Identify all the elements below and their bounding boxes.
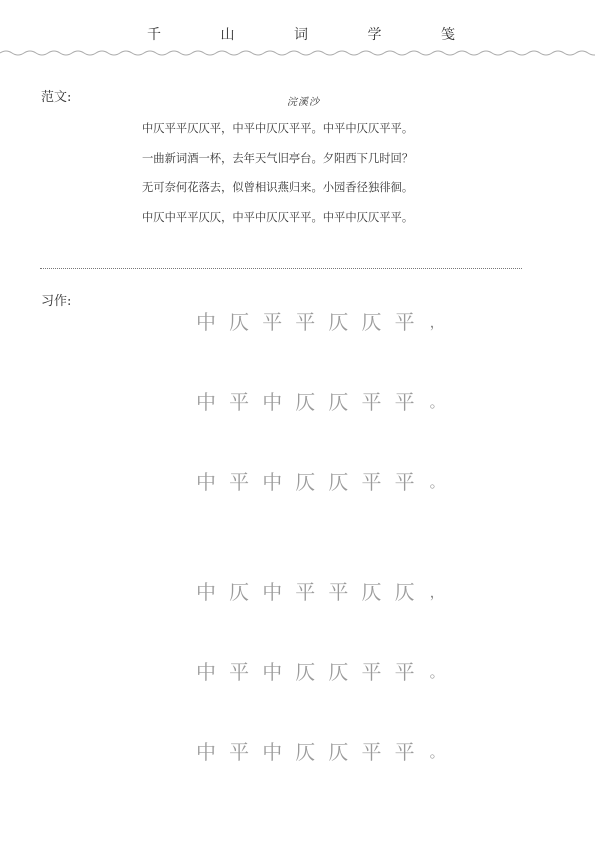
practice-row xyxy=(196,310,448,336)
tone-char: 平 xyxy=(229,740,250,764)
tone-char: 中 xyxy=(262,580,283,604)
tone-char: 中 xyxy=(262,470,283,494)
tone-char: 仄 xyxy=(295,740,316,764)
practice-row xyxy=(196,390,448,416)
practice-row xyxy=(196,660,448,686)
tone-char: 中 xyxy=(196,470,216,494)
header-wave-divider xyxy=(0,46,595,60)
tone-char: 中 xyxy=(262,660,283,684)
model-line: 一曲新词酒一杯，去年天气旧亭台。夕阳西下几时回？ xyxy=(142,151,414,165)
model-text xyxy=(142,121,462,240)
tone-char: 平 xyxy=(394,740,415,764)
tone-char: 仄 xyxy=(361,580,382,604)
tone-char: 平 xyxy=(229,660,250,684)
tone-char: 仄 xyxy=(229,580,250,604)
punctuation-mark: 。 xyxy=(429,473,445,491)
section-divider xyxy=(40,268,522,269)
tone-char: 平 xyxy=(394,390,415,414)
punctuation-mark: ， xyxy=(429,583,445,601)
tone-char: 仄 xyxy=(295,660,316,684)
tone-char: 仄 xyxy=(328,310,349,334)
tone-char: 平 xyxy=(394,310,415,334)
tone-char: 平 xyxy=(394,660,415,684)
header-char: 千 xyxy=(147,27,161,43)
tone-char: 中 xyxy=(196,310,216,334)
model-line: 无可奈何花落去，似曾相识燕归来。小园香径独徘徊。 xyxy=(142,181,414,195)
practice-row xyxy=(196,470,448,496)
tone-char: 平 xyxy=(328,580,349,604)
tone-char: 平 xyxy=(262,310,283,334)
tone-char: 平 xyxy=(361,740,382,764)
tone-char: 中 xyxy=(262,740,283,764)
punctuation-mark: 。 xyxy=(429,663,445,681)
tone-char: 中 xyxy=(196,740,216,764)
tone-char: 平 xyxy=(229,390,250,414)
tone-char: 仄 xyxy=(295,390,316,414)
header-char: 笺 xyxy=(441,27,455,43)
tone-char: 中 xyxy=(196,390,216,414)
tone-char: 平 xyxy=(361,470,382,494)
tone-char: 平 xyxy=(394,470,415,494)
tone-char: 仄 xyxy=(295,470,316,494)
punctuation-mark: ， xyxy=(429,313,445,331)
tone-char: 中 xyxy=(196,660,216,684)
tone-char: 中 xyxy=(196,580,216,604)
punctuation-mark: 。 xyxy=(429,743,445,761)
tone-char: 仄 xyxy=(328,470,349,494)
tone-char: 仄 xyxy=(229,310,250,334)
tone-char: 平 xyxy=(361,660,382,684)
tone-char: 平 xyxy=(361,390,382,414)
tone-char: 仄 xyxy=(328,660,349,684)
header-char: 词 xyxy=(294,27,308,43)
punctuation-mark: 。 xyxy=(429,393,445,411)
tone-char: 平 xyxy=(295,310,316,334)
tone-char: 仄 xyxy=(328,390,349,414)
practice-section-label: 习作: xyxy=(41,294,72,309)
header-char: 学 xyxy=(367,27,382,43)
page-header-title xyxy=(146,24,456,44)
practice-row xyxy=(196,740,448,766)
model-line: 中仄平平仄仄平，中平中仄仄平平。中平中仄仄平平。 xyxy=(142,122,414,135)
tone-char: 平 xyxy=(229,470,250,494)
header-char: 山 xyxy=(220,27,235,43)
model-section-label: 范文: xyxy=(41,90,72,105)
tone-char: 仄 xyxy=(394,580,415,604)
tone-char: 中 xyxy=(262,390,283,414)
model-line: 中仄中平平仄仄，中平中仄仄平平。中平中仄仄平平。 xyxy=(142,211,414,225)
tone-char: 仄 xyxy=(328,740,349,764)
practice-row xyxy=(196,580,448,606)
tone-char: 平 xyxy=(295,580,316,604)
poem-title: 浣溪沙 xyxy=(287,97,320,108)
tone-char: 仄 xyxy=(361,310,382,334)
